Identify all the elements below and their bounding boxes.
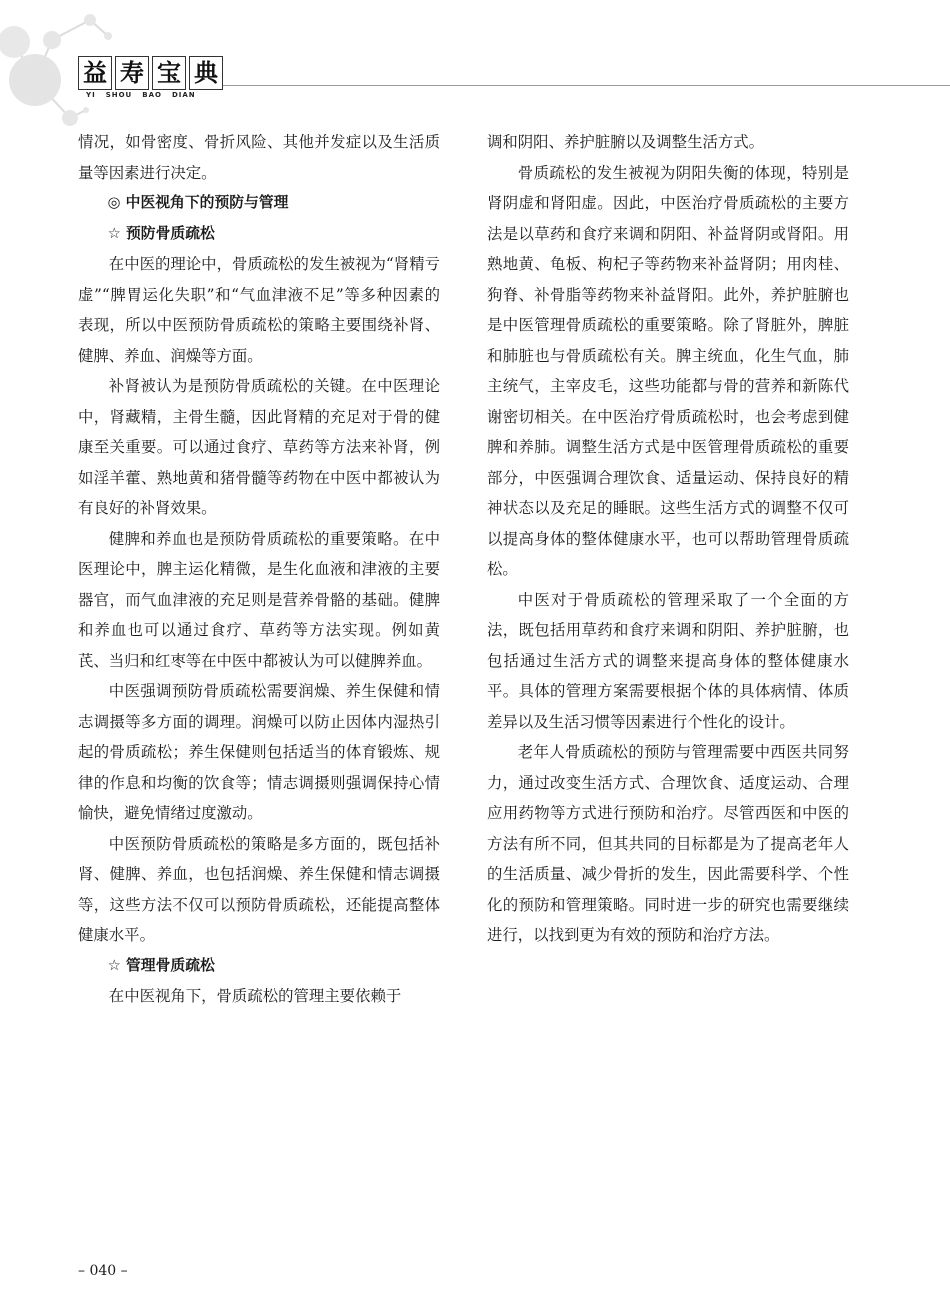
pinyin-syllable: DIAN — [171, 91, 196, 99]
section-heading: ◎ 中医视角下的预防与管理 — [107, 194, 289, 211]
page-number: – 040 – — [78, 1263, 128, 1279]
title-char: 益 — [78, 56, 112, 90]
paragraph: 情况，如骨密度、骨折风险、其他并发症以及生活质量等因素进行决定。 — [78, 133, 440, 182]
paragraph: 在中医的理论中，骨质疏松的发生被视为“肾精亏虚”“脾胃运化失职”和“气血津液不足”等多种因素的表现，所以中医预防骨质疏松的策略主要围绕补肾、健脾、养血、润燥等方面。 — [78, 255, 440, 365]
paragraph: 中医对于骨质疏松的管理采取了一个全面的方法，既包括用草药和食疗来调和阴阳、养护脏腑，也包括通过生活方式的调整来提高身体的整体健康水平。具体的管理方案需要根据个体的具体病情、体质差异以及生活习惯等因素进行个性化的设计。 — [487, 590, 849, 731]
paragraph: 中医强调预防骨质疏松需要润燥、养生保健和情志调摄等多方面的调理。润燥可以防止因体内湿热引起的骨质疏松；养生保健则包括适当的体育锻炼、规律的作息和均衡的饮食等；情志调摄则强调保持心情愉快，避免情绪过度激动。 — [78, 682, 440, 822]
magazine-title — [78, 56, 226, 90]
pinyin-syllable: SHOU — [105, 91, 133, 99]
right-column — [487, 127, 849, 951]
paragraph: 调和阴阳、养护脏腑以及调整生活方式。 — [487, 133, 765, 151]
paragraph: 老年人骨质疏松的预防与管理需要中西医共同努力，通过改变生活方式、合理饮食、适度运动、合理应用药物等方式进行预防和治疗。尽管西医和中医的方法有所不同，但其共同的目标都是为了提高老年人的生活质量、减少骨折的发生，因此需要科学、个性化的预防和管理策略。同时进一步的研究也需要继续进行，以找到更为有效的预防和治疗方法。 — [487, 743, 849, 944]
title-char: 典 — [189, 56, 223, 90]
paragraph: 在中医视角下，骨质疏松的管理主要依赖于 — [108, 987, 402, 1005]
title-char: 寿 — [115, 56, 149, 90]
paragraph: 中医预防骨质疏松的策略是多方面的，既包括补肾、健脾、养血，也包括润燥、养生保健和情志调摄等，这些方法不仅可以预防骨质疏松，还能提高整体健康水平。 — [78, 834, 440, 944]
header-rule — [222, 85, 950, 86]
title-char: 宝 — [152, 56, 186, 90]
paragraph: 骨质疏松的发生被视为阴阳失衡的体现，特别是肾阴虚和肾阳虚。因此，中医治疗骨质疏松的主要方法是以草药和食疗来调和阴阳、补益肾阴或肾阳。用熟地黄、龟板、枸杞子等药物来补益肾阴；用肉桂、狗脊、补骨脂等药物来补益肾阳。此外，养护脏腑也是中医管理骨质疏松的重要策略。除了肾脏外，脾脏和肺脏也与骨质疏松有关。脾主统血，化生气血，肺主统气，主宰皮毛，这些功能都与骨的营养和新陈代谢密切相关。在中医治疗骨质疏松时，也会考虑到健脾和养肺。调整生活方式是中医管理骨质疏松的重要部分，中医强调合理饮食、适量运动、保持良好的精神状态以及充足的睡眠。这些生活方式的调整不仅可以提高身体的整体健康水平，也可以帮助管理骨质疏松。 — [487, 163, 849, 578]
subsection-heading: ☆ 管理骨质疏松 — [107, 956, 215, 974]
pinyin-syllable: YI — [86, 91, 96, 99]
left-column — [78, 127, 440, 1012]
paragraph: 补肾被认为是预防骨质疏松的关键。在中医理论中，肾藏精，主骨生髓，因此肾精的充足对于骨的健康至关重要。可以通过食疗、草药等方法来补肾，例如淫羊藿、熟地黄和猪骨髓等药物在中医中都被认为有良好的补肾效果。 — [78, 377, 440, 517]
paragraph: 健脾和养血也是预防骨质疏松的重要策略。在中医理论中，脾主运化精微，是生化血液和津液的主要器官，而气血津液的充足则是营养骨骼的基础。健脾和养血也可以通过食疗、草药等方法实现。例如黄芪、当归和红枣等在中医中都被认为可以健脾养血。 — [78, 529, 440, 670]
subsection-heading: ☆ 预防骨质疏松 — [107, 224, 215, 242]
pinyin-syllable: BAO — [142, 91, 162, 99]
magazine-title-pinyin — [86, 91, 196, 99]
